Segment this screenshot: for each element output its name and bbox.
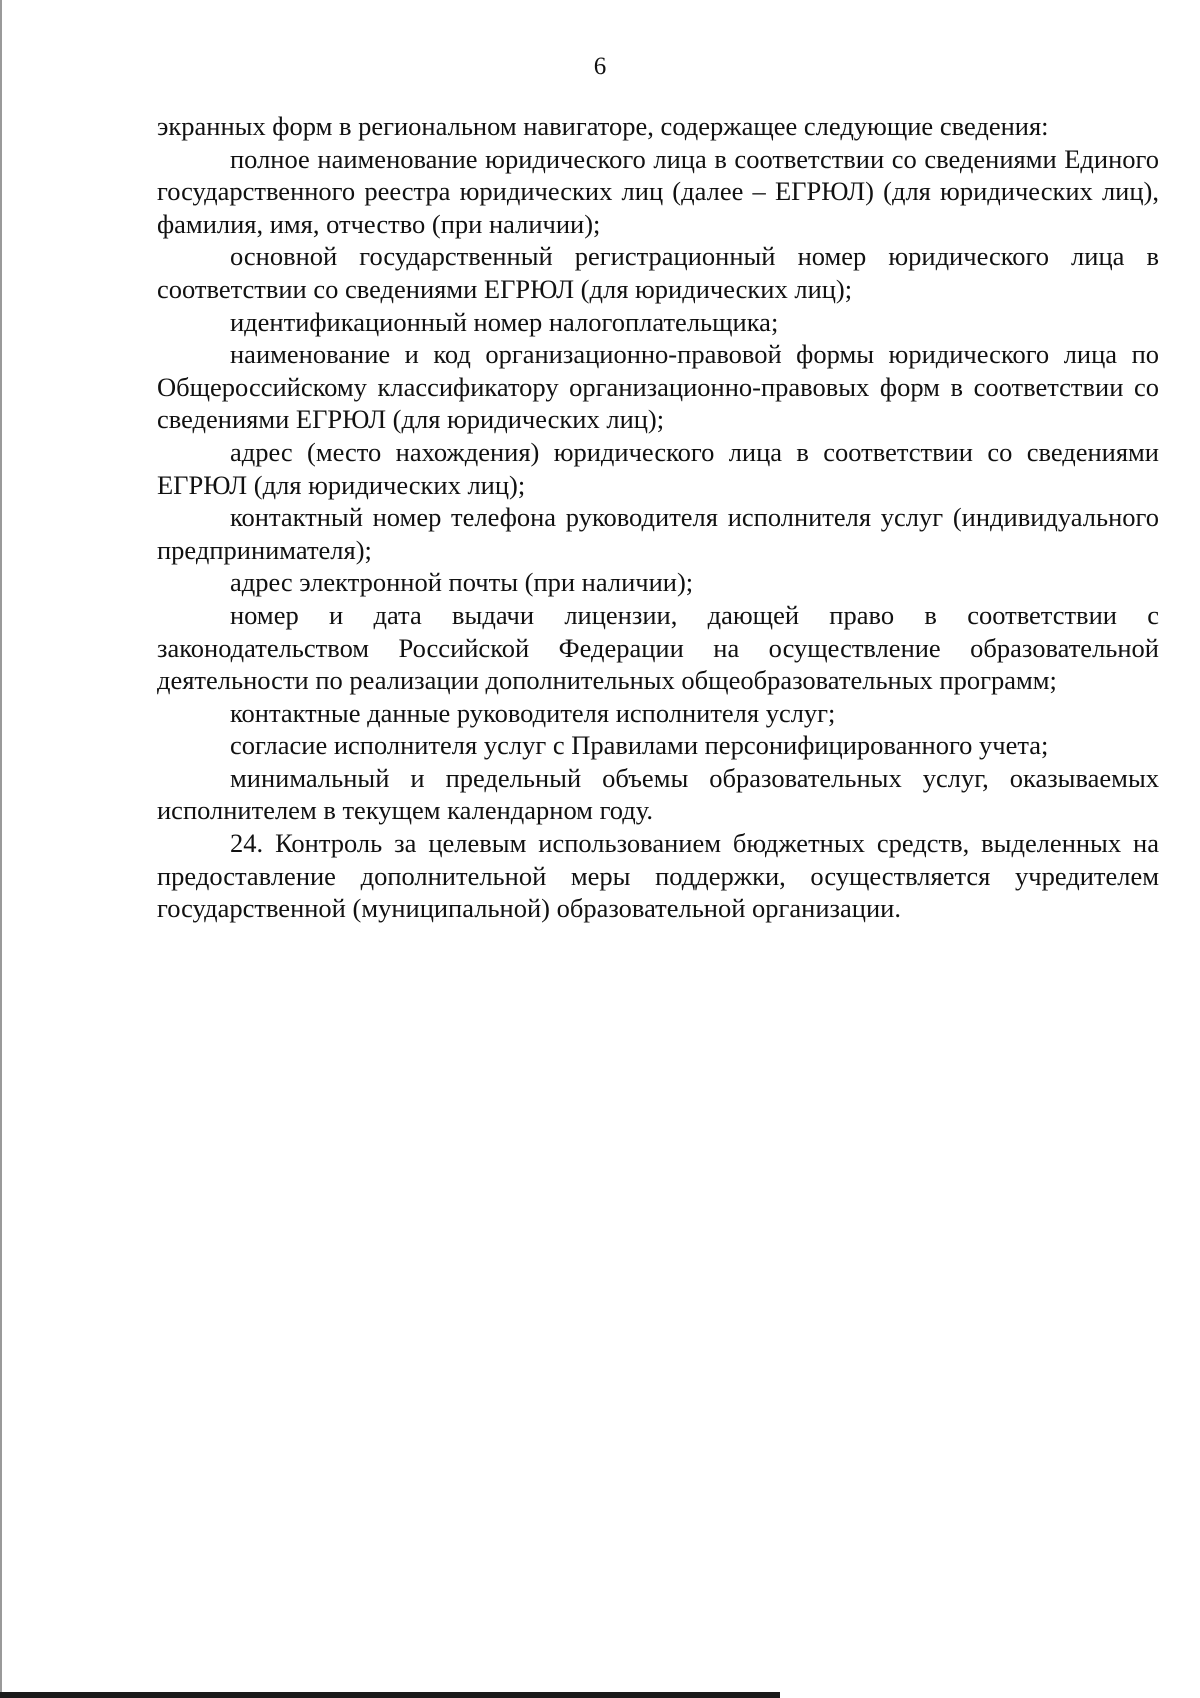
paragraph-item-24: 24. Контроль за целевым использованием бюджетных средств, выделенных на предоставление дополнительной меры поддержки, осуществляется учредителем государственной (муниципальной) образовательной организации. [157,828,1159,924]
document-body [157,110,1159,925]
page-number: 6 [593,53,607,80]
paragraph-full-name: полное наименование юридического лица в соответствии со сведениями Единого государственного реестра юридических лиц (далее – ЕГРЮЛ) (для юридических лиц), фамилия, имя, отчество (при наличии); [157,143,1159,239]
paragraph-address: адрес (место нахождения) юридического лица в соответствии со сведениями ЕГРЮЛ (для юридических лиц); [157,436,1159,500]
paragraph-ogrn: основной государственный регистрационный номер юридического лица в соответствии со сведениями ЕГРЮЛ (для юридических лиц); [157,241,1159,304]
paragraph-consent: согласие исполнителя услуг с Правилами персонифицированного учета; [230,730,1049,761]
paragraph-phone: контактный номер телефона руководителя исполнителя услуг (индивидуального предпринимателя); [157,502,1159,565]
scan-left-edge [0,0,2,1698]
paragraph-head-contacts: контактные данные руководителя исполнителя услуг; [230,697,836,728]
paragraph-legal-form: наименование и код организационно-правовой формы юридического лица по Общероссийскому классификатору организационно-правовых форм в соответствии со сведениями ЕГРЮЛ (для юридических лиц); [157,339,1159,435]
scan-bottom-edge [0,1692,780,1698]
paragraph-email: адрес электронной почты (при наличии); [230,567,694,598]
paragraph-license: номер и дата выдачи лицензии, дающей право в соответствии с законодательством Российской Федерации на осуществление образовательной деятельности по реализации дополнительных общеобразовательных программ; [157,599,1159,696]
paragraph-inn: идентификационный номер налогоплательщика; [230,306,779,337]
paragraph-volumes: минимальный и предельный объемы образовательных услуг, оказываемых исполнителем в текущем календарном году. [157,762,1159,826]
paragraph-intro-continuation: экранных форм в региональном навигаторе, содержащее следующие сведения: [157,111,1049,141]
